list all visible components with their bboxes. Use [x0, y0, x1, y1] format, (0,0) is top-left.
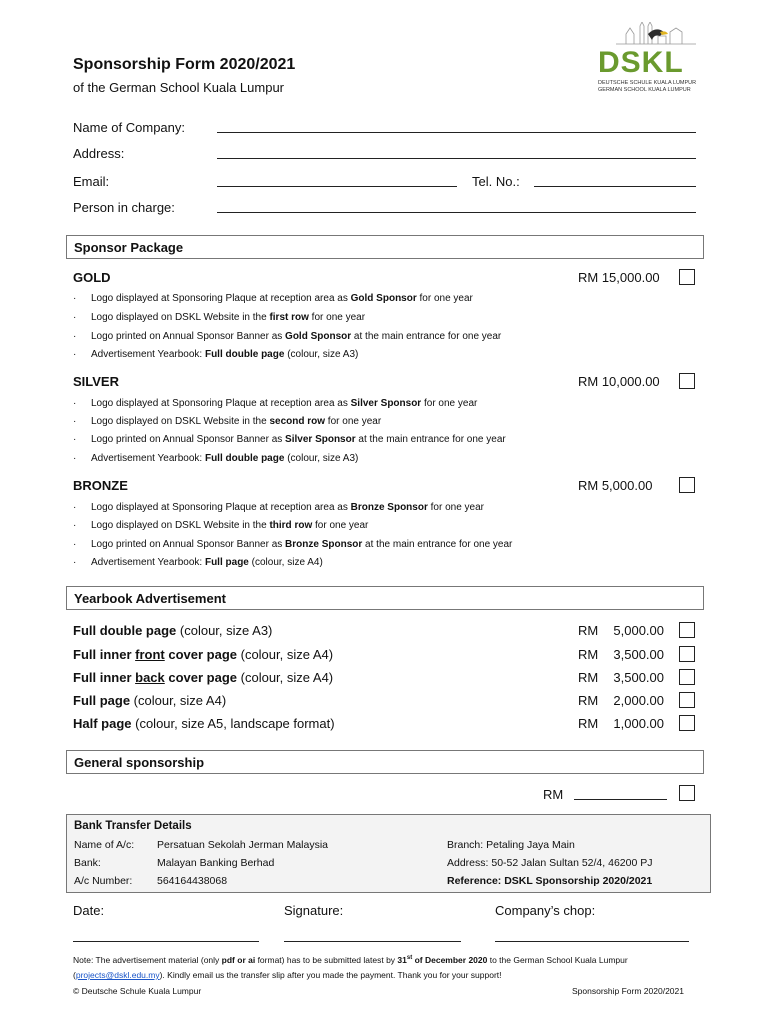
yearbook-amount: 1,000.00 — [613, 716, 664, 731]
hornbill-icon — [648, 29, 664, 40]
silver-benefit: · Advertisement Yearbook: Full double page (colour, size A3) — [73, 453, 359, 464]
yearbook-section — [66, 586, 704, 610]
copyright: © Deutsche Schule Kuala Lumpur — [73, 986, 202, 996]
company-label: Name of Company: — [73, 120, 185, 135]
sponsor-package-heading: Sponsor Package — [74, 240, 184, 255]
bank-transfer-heading: Bank Transfer Details — [74, 820, 192, 832]
yearbook-inner-back-checkbox[interactable] — [679, 669, 695, 685]
account-number-value: 564164438068 — [157, 875, 228, 887]
account-number-label: A/c Number: — [74, 875, 133, 887]
account-name-label: Name of A/c: — [74, 839, 135, 851]
silver-package-name: SILVER — [73, 374, 119, 389]
gold-checkbox[interactable] — [679, 269, 695, 285]
bank-transfer-box — [66, 814, 711, 893]
bank-value: Malayan Banking Berhad — [157, 857, 275, 869]
silver-checkbox[interactable] — [679, 373, 695, 389]
bronze-benefit: · Logo printed on Annual Sponsor Banner as Bronze Sponsor at the main entrance for one year — [73, 539, 513, 550]
submission-note-cont: (projects@dskl.edu.my). Kindly email us the transfer slip after you made the payment. Thank you for your support! — [73, 970, 502, 980]
payment-reference: Reference: DSKL Sponsorship 2020/2021 — [447, 875, 653, 887]
contact-email-link[interactable]: projects@dskl.edu.my — [75, 970, 160, 980]
yearbook-amount: 5,000.00 — [613, 623, 664, 638]
form-title: Sponsorship Form 2020/2021 — [73, 56, 296, 73]
bank-address: Address: 50-52 Jalan Sultan 52/4, 46200 PJ — [447, 857, 653, 869]
silver-benefit: · Logo displayed at Sponsoring Plaque at reception area as Silver Sponsor for one year — [73, 398, 478, 409]
yearbook-amount: 2,000.00 — [613, 693, 664, 708]
company-chop-label: Company’s chop: — [495, 903, 596, 918]
yearbook-option-inner-back: Full inner back cover page (colour, size A4) — [73, 670, 334, 685]
gold-package-price: RM 15,000.00 — [578, 270, 660, 285]
gold-benefit: · Logo displayed on DSKL Website in the first row for one year — [73, 312, 366, 323]
yearbook-amount: 3,500.00 — [613, 670, 664, 685]
gold-benefit: · Advertisement Yearbook: Full double page (colour, size A3) — [73, 349, 359, 360]
logo-line-german: DEUTSCHE SCHULE KUALA LUMPUR — [598, 80, 697, 86]
bank-label: Bank: — [74, 857, 101, 869]
sponsor-package-section — [66, 235, 704, 259]
date-label: Date: — [73, 903, 105, 918]
address-input-line[interactable] — [217, 158, 696, 159]
general-amount-input-line[interactable] — [574, 799, 667, 800]
bronze-checkbox[interactable] — [679, 477, 695, 493]
yearbook-rm: RM — [578, 647, 599, 662]
account-name-value: Persatuan Sekolah Jerman Malaysia — [157, 839, 329, 851]
silver-benefit: · Logo printed on Annual Sponsor Banner as Silver Sponsor at the main entrance for one year — [73, 434, 506, 445]
bronze-benefit: · Logo displayed on DSKL Website in the third row for one year — [73, 520, 369, 531]
yearbook-option-half-page: Half page (colour, size A5, landscape format) — [73, 716, 335, 731]
gold-benefit: · Logo printed on Annual Sponsor Banner as Gold Sponsor at the main entrance for one year — [73, 331, 502, 342]
general-sponsorship-heading: General sponsorship — [74, 755, 205, 770]
bronze-package-price: RM 5,000.00 — [578, 478, 653, 493]
tel-label: Tel. No.: — [472, 174, 520, 189]
email-label: Email: — [73, 174, 110, 189]
yearbook-full-double-checkbox[interactable] — [679, 622, 695, 638]
company-chop-input-line[interactable] — [495, 941, 689, 942]
yearbook-option-full-page: Full page (colour, size A4) — [73, 693, 227, 708]
dskl-logo — [596, 22, 706, 97]
yearbook-inner-front-checkbox[interactable] — [679, 646, 695, 662]
yearbook-rm: RM — [578, 670, 599, 685]
bronze-package-name: BRONZE — [73, 478, 128, 493]
form-subtitle: of the German School Kuala Lumpur — [73, 80, 285, 95]
person-label: Person in charge: — [73, 200, 175, 215]
yearbook-rm: RM — [578, 623, 599, 638]
signature-input-line[interactable] — [284, 941, 461, 942]
logo-wordmark: DSKL — [598, 46, 684, 79]
yearbook-rm: RM — [578, 716, 599, 731]
submission-note: Note: The advertisement material (only pdf or ai format) has to be submitted latest by 31st of December 2020 to the German School Kuala Lumpur — [73, 955, 628, 965]
email-input-line[interactable] — [217, 186, 457, 187]
tel-input-line[interactable] — [534, 186, 696, 187]
person-input-line[interactable] — [217, 212, 696, 213]
company-input-line[interactable] — [217, 132, 696, 133]
yearbook-heading: Yearbook Advertisement — [74, 591, 226, 606]
general-sponsorship-checkbox[interactable] — [679, 785, 695, 801]
logo-line-english: GERMAN SCHOOL KUALA LUMPUR — [598, 87, 691, 93]
yearbook-option-full-double: Full double page (colour, size A3) — [73, 623, 273, 638]
silver-benefit: · Logo displayed on DSKL Website in the second row for one year — [73, 416, 382, 427]
footer-form-name: Sponsorship Form 2020/2021 — [572, 986, 684, 996]
silver-package-price: RM 10,000.00 — [578, 374, 660, 389]
bronze-benefit: · Logo displayed at Sponsoring Plaque at reception area as Bronze Sponsor for one year — [73, 502, 485, 513]
yearbook-option-inner-front: Full inner front cover page (colour, size A4) — [73, 647, 334, 662]
yearbook-amount: 3,500.00 — [613, 647, 664, 662]
date-input-line[interactable] — [73, 941, 259, 942]
address-label: Address: — [73, 146, 125, 161]
gold-benefit: · Logo displayed at Sponsoring Plaque at reception area as Gold Sponsor for one year — [73, 293, 473, 304]
gold-package-name: GOLD — [73, 270, 111, 285]
bronze-benefit: · Advertisement Yearbook: Full page (colour, size A4) — [73, 557, 323, 568]
signature-label: Signature: — [284, 903, 344, 918]
yearbook-half-page-checkbox[interactable] — [679, 715, 695, 731]
bank-branch: Branch: Petaling Jaya Main — [447, 839, 575, 851]
general-sponsorship-section — [66, 750, 704, 774]
yearbook-full-page-checkbox[interactable] — [679, 692, 695, 708]
general-rm-label: RM — [543, 787, 564, 802]
yearbook-rm: RM — [578, 693, 599, 708]
